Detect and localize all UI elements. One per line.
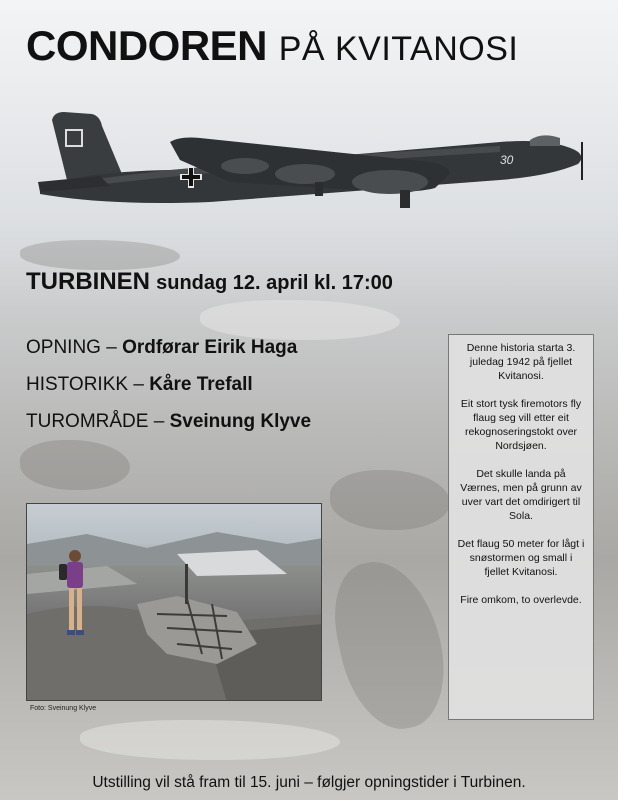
background-rock: [20, 440, 130, 490]
program-speaker: Ordførar Eirik Haga: [122, 337, 298, 358]
footer-note: Utstilling vil stå fram til 15. juni – følgjer opningstider i Turbinen.: [92, 774, 526, 791]
wreck-photo: [26, 503, 322, 701]
wreck-debris: [323, 551, 456, 738]
poster-title: [26, 22, 518, 70]
program-list: [26, 336, 311, 447]
background-rock: [80, 720, 340, 760]
background-rock: [20, 240, 180, 270]
info-paragraph: Det skulle landa på Værnes, men på grunn av uver vart det omdirigert til Sola.: [460, 468, 582, 522]
info-paragraph: Eit stort tysk firemotors fly flaug seg vill etter eit rekognoseringstokt over Nordsjøen.: [460, 398, 582, 452]
program-item: [26, 373, 311, 410]
plane-marking: 30: [500, 153, 514, 167]
info-paragraph: Fire omkom, to overlevde.: [460, 594, 582, 606]
program-role: TUROMRÅDE: [26, 411, 149, 432]
program-separator: –: [128, 374, 150, 395]
background-rock: [330, 470, 450, 530]
program-separator: –: [148, 411, 170, 432]
program-speaker: Kåre Trefall: [149, 374, 253, 395]
event-line: [26, 268, 393, 296]
info-paragraph: Det flaug 50 meter for lågt i snøstormen og small i fjellet Kvitanosi.: [457, 538, 585, 578]
program-role: OPNING: [26, 337, 101, 358]
program-item: [26, 336, 311, 373]
program-item: [26, 410, 311, 447]
title-main: CONDOREN: [26, 22, 268, 69]
program-role: HISTORIKK: [26, 374, 129, 395]
program-separator: –: [100, 337, 123, 358]
event-datetime: sundag 12. april kl. 17:00: [156, 272, 393, 294]
condor-plane-image: [30, 102, 590, 227]
event-venue: TURBINEN: [26, 268, 150, 295]
info-paragraph: Denne historia starta 3. juledag 1942 på fjellet Kvitanosi.: [466, 342, 576, 382]
photo-credit: Foto: Sveinung Klyve: [30, 705, 97, 712]
title-sub: PÅ KVITANOSI: [278, 30, 519, 68]
history-info-box: [448, 334, 594, 720]
program-speaker: Sveinung Klyve: [169, 411, 312, 432]
background-rock: [200, 300, 400, 340]
